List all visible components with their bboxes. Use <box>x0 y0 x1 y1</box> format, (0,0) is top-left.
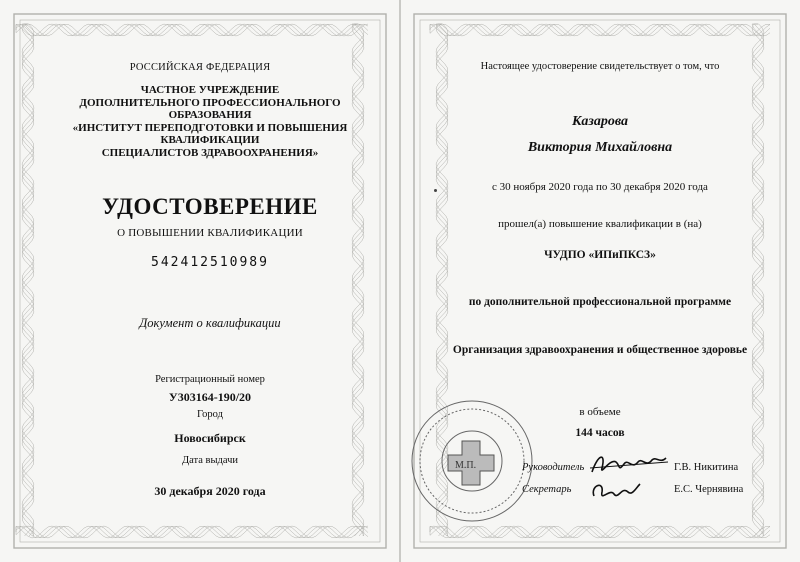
right-page <box>400 0 800 562</box>
institution-name <box>40 84 380 159</box>
issue-date-label: Дата выдачи <box>181 455 239 466</box>
document-subtitle: О ПОВЫШЕНИИ КВАЛИФИКАЦИИ <box>117 227 303 239</box>
certificate-intro: Настоящее удостоверение свидетельствует о том, что <box>480 61 720 72</box>
institution-line: СПЕЦИАЛИСТОВ ЗДРАВООХРАНЕНИЯ» <box>101 146 319 159</box>
signatory-role-director: Руководитель <box>522 462 585 473</box>
volume-label: в объеме <box>579 406 621 418</box>
document-title: УДОСТОВЕРЕНИЕ <box>102 194 318 219</box>
program-name: Организация здравоохранения и общественное здоровье <box>452 344 748 356</box>
stamp-mark: М.П. <box>455 460 477 471</box>
organization-name: ЧУДПО «ИПиПКСЗ» <box>544 249 656 261</box>
institution-line: ДОПОЛНИТЕЛЬНОГО ПРОФЕССИОНАЛЬНОГО ОБРАЗОВАНИЯ <box>79 96 341 121</box>
issue-date-value: 30 декабря 2020 года <box>154 484 266 498</box>
training-period: с 30 ноября 2020 года по 30 декабря 2020 года <box>492 181 708 193</box>
signatory-name-secretary: Е.С. Чернявина <box>674 484 744 495</box>
blank-number: 542412510989 <box>151 255 269 270</box>
institution-line: «ИНСТИТУТ ПЕРЕПОДГОТОВКИ И ПОВЫШЕНИЯ КВАЛИФИКАЦИИ <box>72 121 348 146</box>
registration-label: Регистрационный номер <box>155 374 265 385</box>
registration-number: У303164-190/20 <box>168 390 252 404</box>
secretary-signature <box>588 476 643 506</box>
institution-line: ЧАСТНОЕ УЧРЕЖДЕНИЕ <box>140 84 280 96</box>
signatory-role-secretary: Секретарь <box>522 484 572 495</box>
signatory-name-director: Г.В. Никитина <box>674 462 739 473</box>
training-statement: прошел(а) повышение квалификации в (на) <box>498 218 702 230</box>
holder-given-names: Виктория Михайловна <box>527 140 673 155</box>
city-value: Новосибирск <box>174 431 246 445</box>
country-name: РОССИЙСКАЯ ФЕДЕРАЦИЯ <box>129 62 271 73</box>
program-label: по дополнительной профессиональной программе <box>468 296 732 308</box>
volume-value: 144 часов <box>575 427 625 439</box>
holder-surname: Казарова <box>571 114 629 129</box>
document-type: Документ о квалификации <box>139 316 281 330</box>
city-label: Город <box>197 409 223 420</box>
